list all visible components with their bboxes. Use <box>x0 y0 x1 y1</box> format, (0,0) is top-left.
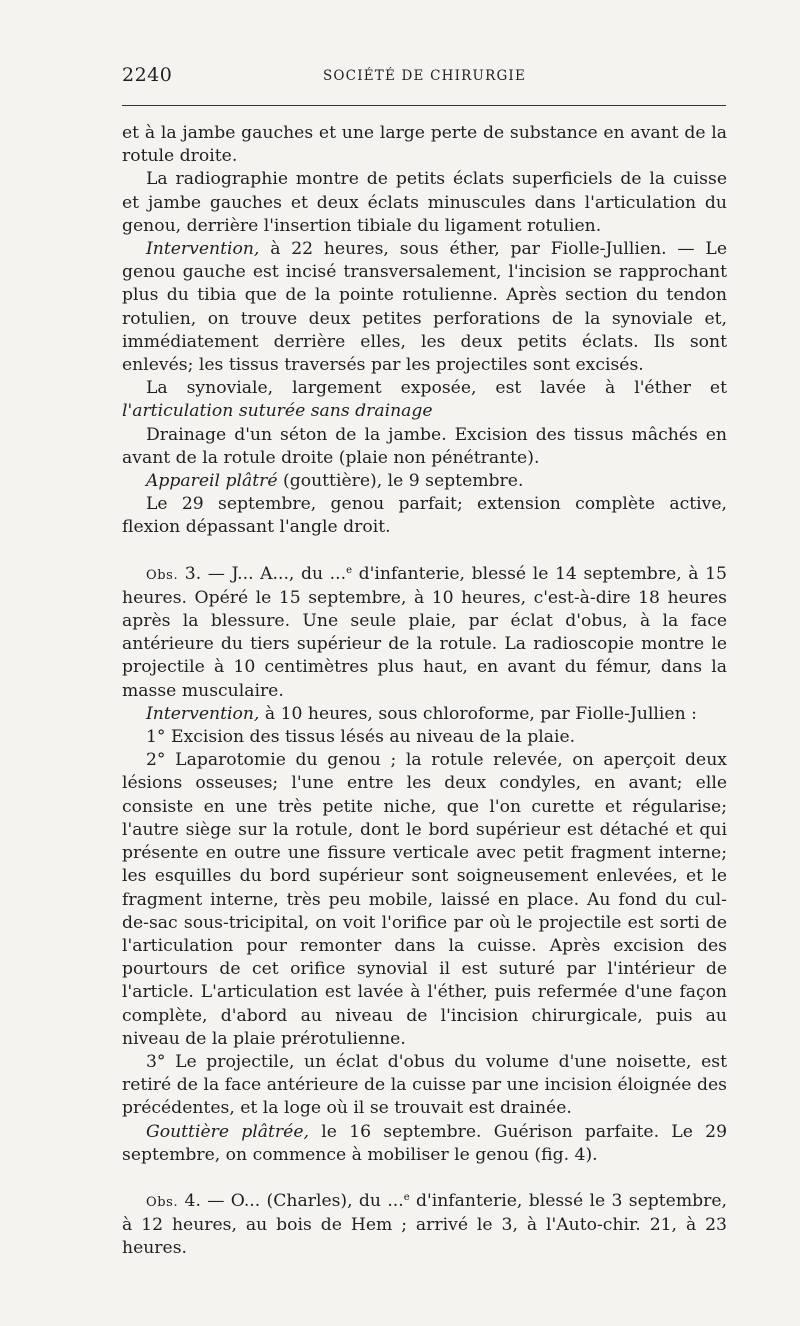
text-run: à 22 heures, sous éther, par Fiolle-Jullien. — Le genou gauche est incisé transversalement, l'incision se rapprochant plus du tibia que de la pointe rotulienne. Après section du tendon rotulien, on trouve deux petites perforations de la synoviale et, immédiatement derrière elles, les deux petits éclats. Ils sont enlevés; les tissus traversés par les projectiles sont excisés. <box>122 239 727 376</box>
paragraph <box>122 238 727 377</box>
paragraph <box>122 1121 727 1167</box>
italic-text: Intervention, <box>146 239 260 260</box>
text-run: le 16 septembre. Guérison parfaite. Le 29 septembre, on commence à mobiliser le genou (fig. 4). <box>122 1121 728 1165</box>
text-run: 2° Laparotomie du genou ; la rotule relevée, on aperçoit deux lésions osseuses; l'une entre les deux condyles, en avant; elle consiste en une très petite niche, que l'on curette et régularise; l'autre siège sur la rotule, dont le bord supérieur est détaché et qui présente en outre une fissure verticale avec petit fragment interne; les esquilles du bord supérieur sont soigneusement enlevées, et le fragment interne, très peu mobile, laissé en place. Au fond du cul-de-sac sous-tricipital, on voit l'orifice par où le projectile est sorti de l'articulation pour remonter dans la cuisse. Après excision des pourtours de cet orifice synovial il est suturé par l'intérieur de l'article. L'articulation est lavée à l'éther, puis refermée d'une façon complète, d'abord au niveau de l'incision chirurgicale, puis au niveau de la plaie prérotulienne. <box>122 750 727 1049</box>
journal-page <box>122 64 728 1259</box>
section-gap <box>122 1167 727 1190</box>
paragraph <box>122 726 727 749</box>
italic-text: l'articulation suturée sans drainage <box>122 401 433 422</box>
text-run: 3. — J... A..., du ... <box>178 563 347 584</box>
section-gap <box>122 540 727 563</box>
superscript: e <box>346 564 352 576</box>
text-run: Le 29 septembre, genou parfait; extension complète active, flexion dépassant l'angle droit. <box>122 494 727 538</box>
paragraph <box>122 563 727 703</box>
page-number: 2240 <box>122 64 173 86</box>
text-run: d'infanterie, blessé le 3 septembre, à 12 heures, au bois de Hem ; arrivé le 3, à l'Auto-chir. 21, à 23 heures. <box>122 1190 727 1259</box>
text-run: et à la jambe gauches et une large perte de substance en avant de la rotule droite. <box>122 123 727 167</box>
obs-label: Obs. <box>146 567 179 583</box>
italic-text: Intervention, <box>146 703 260 724</box>
text-run: 1° Excision des tissus lésés au niveau de la plaie. <box>146 727 576 748</box>
text-run: La synoviale, largement exposée, est lavée à l'éther et <box>146 378 727 399</box>
paragraph <box>122 122 727 168</box>
running-title: SOCIÉTÉ DE CHIRURGIE <box>322 68 527 84</box>
header-rule <box>122 105 726 106</box>
text-run: d'infanterie, blessé le 14 septembre, à 15 heures. Opéré le 15 septembre, à 10 heures, c'est-à-dire 18 heures après la blessure. Une seule plaie, par éclat d'obus, à la face antérieure du tiers supérieur de la rotule. La radioscopie montre le projectile à 10 centimètres plus haut, en avant du fémur, dans la masse musculaire. <box>122 563 727 701</box>
paragraph <box>122 424 727 470</box>
page-header <box>122 64 727 92</box>
italic-text: Gouttière plâtrée, <box>146 1121 309 1142</box>
obs-label: Obs. <box>146 1194 179 1210</box>
paragraph <box>122 493 727 539</box>
article-body <box>122 122 727 1261</box>
paragraph <box>122 703 727 726</box>
italic-text: Appareil plâtré <box>146 471 278 492</box>
paragraph <box>122 1190 727 1261</box>
paragraph <box>122 168 727 238</box>
paragraph <box>122 377 727 423</box>
paragraph <box>122 1051 727 1121</box>
text-run: 3° Le projectile, un éclat d'obus du volume d'une noisette, est retiré de la face antérieure de la cuisse par une incision éloignée des précédentes, et la loge où il se trouvait est drainée. <box>122 1051 727 1119</box>
paragraph <box>122 749 727 1051</box>
paragraph <box>122 470 727 493</box>
text-run: Drainage d'un séton de la jambe. Excision des tissus mâchés en avant de la rotule droite (plaie non pénétrante). <box>122 424 727 468</box>
text-run: La radiographie montre de petits éclats superficiels de la cuisse et jambe gauches et deux éclats minuscules dans l'articulation du genou, derrière l'insertion tibiale du ligament rotulien. <box>122 169 727 236</box>
text-run: à 10 heures, sous chloroforme, par Fiolle-Jullien : <box>259 703 697 724</box>
text-run: (gouttière), le 9 septembre. <box>277 471 524 492</box>
text-run: 4. — O... (Charles), du ... <box>178 1190 404 1211</box>
superscript: e <box>403 1191 410 1203</box>
